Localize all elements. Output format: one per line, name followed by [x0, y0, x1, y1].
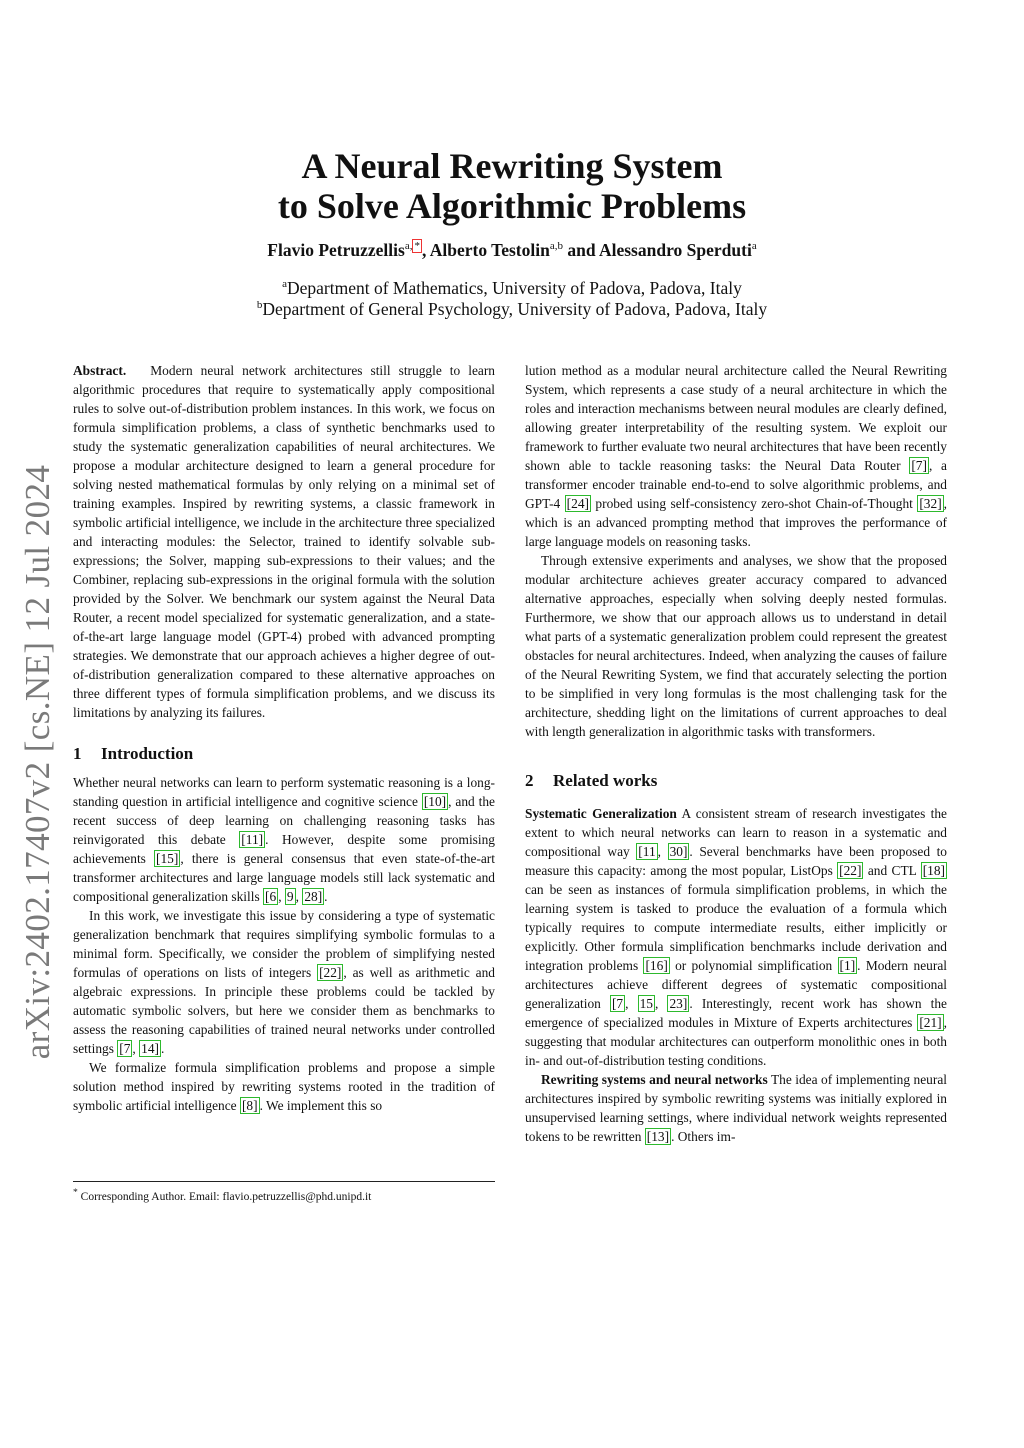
- intro-paragraph: Through extensive experiments and analyses, we show that the proposed modular architecture achieves greater accuracy compared to advanced alternative approaches, especially when solving deeply nested formulas. Furthermore, we show that our approach allows us to understand in detail what parts of a systematic generalization problem could represent the greatest obstacles for neural architectures. Indeed, when analyzing the causes of failure of the Neural Rewriting System, we find that accurately selecting the portion to be simplified in very long formulas is the most challenging task for the architecture, shedding light on the limitations of current approaches to deal with length generalization in algorithmic tasks with transformers.: [525, 553, 947, 739]
- section-heading-introduction: 1 Introduction: [73, 744, 194, 763]
- author-name: Alessandro Sperduti: [598, 240, 752, 260]
- paper-title-line-1: A Neural Rewriting System: [301, 146, 723, 186]
- citation-link[interactable]: 14]: [141, 1041, 159, 1056]
- citation-link[interactable]: [1]: [839, 958, 856, 973]
- citation-link[interactable]: [15]: [156, 851, 179, 866]
- citation-link[interactable]: [16]: [645, 958, 668, 973]
- author-affiliation-mark: a,b: [549, 240, 563, 253]
- citation-link[interactable]: [10]: [423, 794, 447, 809]
- abstract: [73, 361, 495, 722]
- left-column: [73, 361, 495, 1115]
- intro-paragraph: Whether neural networks can learn to perform systematic reasoning is a long-standing question in artificial intelligence and cognitive science [10] , and the recent success of deep learning on challenging reasoning tasks has reinvigorated this debate [11] . However, despite some promising achievements [15] , there is general consensus that even state-of-the-art transformer architectures and large language models still lack systematic and compositional generalization skills [6 , 9 , 28] .: [73, 775, 495, 904]
- citation-link[interactable]: [7: [611, 996, 624, 1011]
- related-paragraph-rewriting-systems: Rewriting systems and neural networks The idea of implementing neural architectures inspired by symbolic rewriting systems was initially explored in unsupervised learning settings, where individual network weights represented tokens to be rewritten [13] . Others im-: [525, 1072, 947, 1144]
- intro-paragraph: lution method as a modular neural architecture called the Neural Rewriting System, which represents a case study of a neural architecture in which the roles and interaction mechanisms between neural modules are clearly defined, allowing greater interpretability of the resulting system. We exploit our framework to further evaluate two neural architectures that have been recently shown able to tackle reasoning tasks: the Neural Data Router [7] , a transformer encoder trainable end-to-end to solve algorithmic problems, and GPT-4 [24] probed using self-consistency zero-shot Chain-of-Thought [32] , which is an advanced prompting method that improves the performance of large language models on reasoning tasks.: [525, 363, 948, 549]
- citation-link[interactable]: 30]: [669, 844, 688, 859]
- citation-link[interactable]: [22]: [319, 965, 342, 980]
- paragraph-heading: Rewriting systems and neural networks: [541, 1072, 768, 1087]
- citation-link[interactable]: 23]: [669, 996, 688, 1011]
- citation-link[interactable]: [11]: [241, 832, 264, 847]
- author-affiliation-mark: a, *: [404, 240, 420, 253]
- section-heading-related-works: 2 Related works: [525, 771, 658, 790]
- related-paragraph-systematic-generalization: Systematic Generalization A consistent stream of research investigates the extent to which neural networks can learn to reason in a systematic and compositional way [11 , 30] . Several benchmarks have been proposed to measure this capacity: among the most popular, ListOps [22] and CTL [18] can be seen as instances of formula simplification problems, in which the learning system is tasked to produce the evaluation of a formula which typically requires to compute intermediate results, either implicitly or explicitly. Other formula simplification benchmarks include derivation and integration problems [16] or polynomial simplification [1] . Modern neural architectures achieve different degrees of systematic compositional generalization [7 , 15 , 23] . Interestingly, recent work has shown the emergence of specialized modules in Mixture of Experts architectures [21] , suggesting that modular architectures can outperform monolithic ones in both in- and out-of-distribution testing conditions.: [525, 806, 948, 1068]
- arxiv-identifier: arXiv:2402.17407v2 [cs.NE] 12 Jul 2024: [18, 464, 57, 1060]
- citation-link[interactable]: [32]: [919, 496, 942, 511]
- footnote-link[interactable]: *: [414, 240, 420, 253]
- paragraph-heading: Systematic Generalization: [525, 806, 677, 821]
- author-affiliation-mark: a: [751, 240, 757, 253]
- abstract-text: Modern neural network architectures still struggle to learn algorithmic procedures that require to systematically apply compositional rules to solve out-of-distribution problem instances. In this work, we focus on formula simplification problems, a class of synthetic benchmarks used to study the systematic generalization capabilities of neural architectures. We propose a modular architecture designed to learn a general procedure for solving nested mathematical formulas by only relying on a minimal set of training examples. Inspired by rewriting systems, a classic framework in symbolic artificial intelligence, we include in the architecture three specialized and interacting modules: the Selector, trained to identify solvable sub-expressions; the Solver, mapping sub-expressions to their values; and the Combiner, replacing sub-expressions in the original formula with the solution provided by the Solver. We benchmark our system against the Neural Data Router, a recent model specialized for systematic generalization, and a state-of-the-art large language model (GPT-4) probed with advanced prompting strategies. We demonstrate that our approach achieves a higher degree of out-of-distribution generalization compared to these alternative approaches on three different types of formula simplification problems, and we discuss its limitations by analyzing its failures.: [73, 363, 495, 720]
- citation-link[interactable]: [7]: [911, 458, 927, 473]
- citation-link[interactable]: [7: [119, 1041, 131, 1056]
- arxiv-sidebar-stamp: [8, 462, 68, 1062]
- citation-link[interactable]: 28]: [304, 889, 323, 904]
- right-column: [525, 361, 947, 1146]
- citation-link[interactable]: [6: [265, 889, 277, 904]
- intro-paragraph: We formalize formula simplification problems and propose a simple solution method inspired by rewriting systems rooted in the tradition of symbolic artificial intelligence [8] . We implement this so: [73, 1060, 495, 1113]
- citation-link[interactable]: [13]: [646, 1129, 670, 1144]
- citation-link[interactable]: [21]: [919, 1015, 942, 1030]
- abstract-label: Abstract.: [73, 363, 127, 378]
- citation-link[interactable]: 15: [639, 996, 653, 1011]
- citation-link[interactable]: [24]: [566, 496, 589, 511]
- intro-paragraph: In this work, we investigate this issue by considering a type of systematic generalization benchmark that requires simplifying symbolic formulas to a minimal form. Specifically, we consider the problem of simplifying nested formulas of operations on lists of integers [22] , as well as arithmetic and algebraic expressions. In principle these problems could be tackled by automatic symbolic solvers, but here we consider them as benchmarks to assess the reasoning capabilities of trained neural networks under controlled settings [7 , 14] .: [73, 908, 495, 1056]
- citation-link[interactable]: [22]: [839, 863, 862, 878]
- footnote: * Corresponding Author. Email: flavio.petruzzellis@phd.unipd.it: [73, 1187, 372, 1203]
- affiliation-a: $^a$Department of Mathematics, University of Padova, Padova, Italy: [282, 278, 742, 298]
- footnote-rule: [73, 1181, 495, 1182]
- citation-link[interactable]: [8]: [241, 1098, 258, 1113]
- citation-link[interactable]: [11: [638, 844, 656, 859]
- affiliation-b: $^b$Department of General Psychology, University of Padova, Padova, Italy: [256, 299, 768, 319]
- citation-link[interactable]: 9: [286, 889, 294, 904]
- author-name: Flavio Petruzzellis: [267, 240, 405, 260]
- citation-link[interactable]: [18]: [922, 863, 945, 878]
- author-list: Flavio Petruzzellis$^{a, *}$ , Alberto Testolin$^{a,b}$ and Alessandro Sperduti$^a$: [267, 240, 757, 260]
- paper-title-line-2: to Solve Algorithmic Problems: [277, 186, 747, 226]
- author-name: Alberto Testolin: [429, 240, 550, 260]
